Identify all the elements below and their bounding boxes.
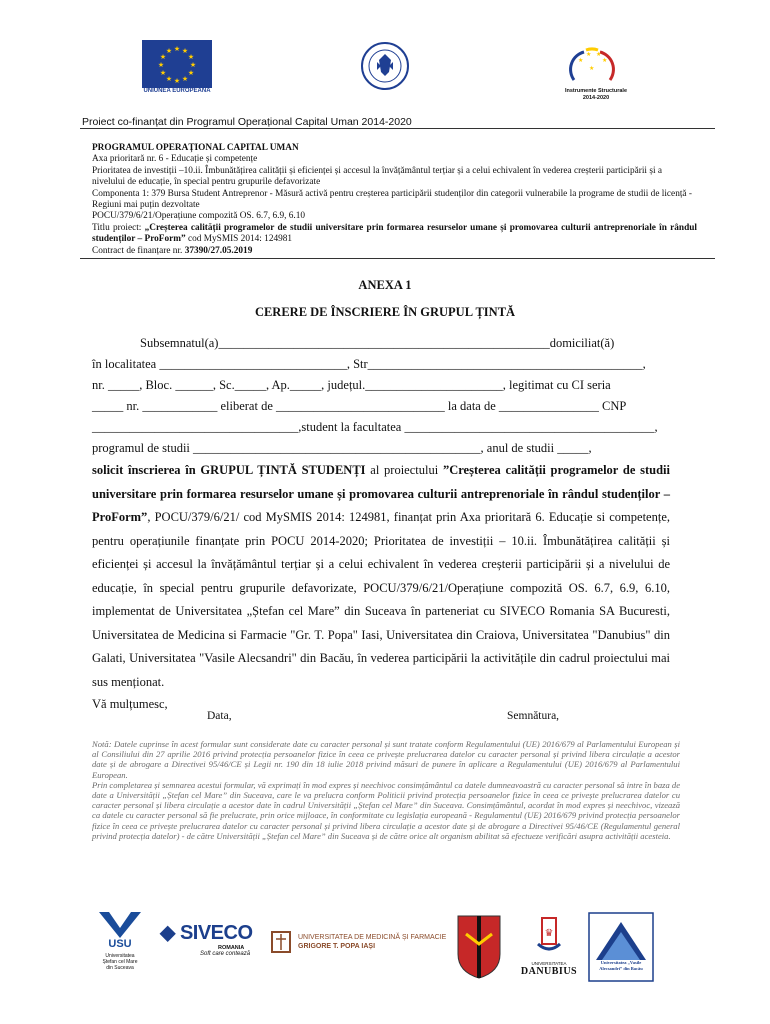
svg-text:★: ★ — [159, 69, 167, 77]
svg-text:★: ★ — [586, 51, 592, 58]
svg-text:★: ★ — [165, 47, 173, 55]
vasile-alecsandri-logo — [588, 912, 654, 982]
contract-prefix: Contract de finanțare nr. — [92, 245, 185, 256]
form-line-faculty: _________________________________,student la facultatea ________________________________________, — [92, 420, 658, 434]
craiova-crest-logo — [456, 914, 502, 980]
program-component: Componenta 1: 379 Bursa Student Antreprenor - Măsură activă pentru creșterea participării studenților din categorii vulnerabile la programe de studii de licență - Regiuni mai puțin dezvoltate — [92, 188, 692, 211]
svg-text:★: ★ — [173, 77, 181, 85]
form-body — [92, 333, 670, 715]
program-pocu-code: POCU/379/6/21/Operațiune compozită OS. 6.7, 6.9, 6.10 — [92, 211, 306, 222]
siveco-country: ROMANIA — [218, 945, 245, 951]
form-line-locality: în localitatea ______________________________, Str____________________________________________, — [92, 357, 646, 371]
svg-text:★: ★ — [602, 57, 608, 64]
svg-text:★: ★ — [189, 61, 197, 69]
siveco-logo — [160, 920, 260, 992]
svg-text:★: ★ — [578, 57, 584, 64]
svg-text:★: ★ — [187, 53, 195, 61]
program-info-block — [92, 143, 697, 257]
project-title: „Creșterea calității programelor de studii universitare prin formarea resurselor umane și promovarea culturii antreprenoriale în rândul studenților – ProForm” — [92, 222, 697, 245]
form-line-name: Subsemnatul(a)_____________________________________________________domiciliat(ă) — [140, 336, 615, 350]
usv-caption-2: Ștefan cel Mare — [102, 959, 138, 965]
svg-text:★: ★ — [181, 47, 189, 55]
gdpr-note-p1: Notă: Datele cuprinse în acest formular sunt considerate date cu caracter personal și sunt tratate conform Regulamentului (UE) 2016/679 al Parlamentului European și al Consiliului din 27 aprilie 2016 privind protecția persoanelor fizice în ceea ce privește prelucrarea datelor cu caracter personal și privind libera circulație a acestor date și de abrogare a Directivei 95/46/CE și Legii nr. 190 din 18 iulie 2018 privind măsuri de punere în aplicare a Regulamentului (UE) 2016/679 al Parlamentului European. — [92, 739, 680, 780]
form-line-address: nr. _____, Bloc. ______, Sc._____, Ap._____, județul.______________________, legitimat cu CI seria — [92, 378, 611, 392]
vasile-alecsandri-caption: Universitatea „Vasile Alecsandri” din Bacău — [599, 960, 643, 971]
government-seal-logo — [361, 42, 409, 90]
header-divider — [80, 128, 715, 129]
svg-text:★: ★ — [589, 65, 595, 72]
form-line-id: _____ nr. ____________ eliberat de ___________________________ la data de ________________ CNP — [92, 399, 627, 413]
svg-text:★: ★ — [181, 75, 189, 83]
gdpr-note-p2: Prin completarea și semnarea acestui formular, vă exprimați în mod expres și neechivoc consimțământul ca datele dumneavoastră cu caracter personal să intre în baza de date a Universității „Ștefan cel Mare” din Suceava, care le va prelucra conform Politicii privind protecția persoanelor fizice în ceea ce privește prelucrarea datelor cu caracter personal și libera circulație a acestor date în cadrul Universității „Ștefan cel Mare” din Suceava. Consimțământul, acordat în mod expres și neechivoc, vizează ca datele cu caracter personal să fie prelucrate, prin orice mijloace, în conformitate cu legislația europeană - Regulamentul (UE) 2016/679 privind protecția persoanelor fizice în ceea ce privește prelucrarea datelor cu caracter personal și privind libera circulație a acestor date și de abrogare a Directivei 95/46/CE (Regulamentul general privind protecția datelor) - de către Universității „Ștefan cel Mare” din Suceava și de către orice alt organism abilitat să efectueze verificări asupra activității acesteia. — [92, 779, 681, 841]
form-title: CERERE DE ÎNSCRIERE ÎN GRUPUL ȚINTĂ — [254, 305, 516, 319]
contract-number: 37390/27.05.2019 — [184, 245, 253, 256]
siveco-mark-icon: ◆ — [160, 922, 180, 944]
svg-text:★: ★ — [596, 51, 602, 58]
is-caption-line2: 2014-2020 — [582, 95, 610, 101]
request-rest: , POCU/379/6/21/ cod MySMIS 2014: 124981, finanțat prin Axa prioritară 6. Educație si competențe, pentru operațiunile finanțate prin POCU 2014-2020; Prioritatea de investiții – 10.ii. Îmbunătățirea calității și eficienței și accesul la învățământul terțiar și a celui echivalent în vederea creșterii participării și a nivelului de educație, în special pentru grupurile defavorizate, POCU/379/6/21/Operațiune compozită OS. 6.7, 6.9, 6.10, implementat de Universitatea „Ștefan cel Mare” din Suceava în parteneriat cu SIVECO Romania SA Bucuresti, Universitatea de Medicina si Farmacie "Gr. T. Popa" Iasi, Universitatea din Craiova, Universitatea "Danubius" din Galati, Universitatea "Vasile Alecsandri" din Bacău, în vederea participării la activitățile din cadrul proiectului mai sus menționat. — [92, 510, 670, 689]
project-title-line — [92, 223, 697, 246]
svg-text:★: ★ — [173, 45, 181, 53]
date-label: Data, — [207, 710, 232, 722]
usv-caption-3: din Suceava — [106, 965, 134, 971]
danubius-sub: UNIVERSITATEA — [531, 961, 567, 966]
svg-text:♛: ♛ — [544, 928, 554, 939]
program-title: PROGRAMUL OPERAȚIONAL CAPITAL UMAN — [92, 143, 299, 153]
umf-emblem-icon — [270, 930, 292, 954]
program-divider — [80, 258, 715, 259]
gdpr-note — [92, 739, 680, 841]
program-axis: Axa prioritară nr. 6 - Educație și competențe — [92, 154, 258, 165]
svg-text:★: ★ — [159, 53, 167, 61]
danubius-name: DANUBIUS — [520, 966, 578, 977]
umf-line2: GRIGORE T. POPA IAȘI — [298, 943, 376, 950]
siveco-tagline: Soft care contează — [200, 951, 251, 957]
thanks-line: Vă mulțumesc, — [92, 697, 168, 711]
svg-text:★: ★ — [165, 75, 173, 83]
svg-text:★: ★ — [157, 61, 165, 69]
umf-line1: UNIVERSITATEA DE MEDICINĂ ȘI FARMACIE — [298, 934, 447, 941]
request-bold: solicit înscrierea în GRUPUL ȚINTĂ STUDENȚI — [92, 463, 366, 477]
structural-instruments-caption — [560, 88, 632, 102]
usv-caption-1: Universitatea — [105, 953, 135, 959]
is-caption-line1: Instrumente Structurale — [564, 88, 628, 94]
usv-logo — [92, 908, 148, 980]
eu-flag-logo — [142, 40, 212, 88]
contract-line — [92, 246, 697, 257]
annex-heading: ANEXA 1 — [358, 278, 412, 292]
request-mid: al proiectului — [365, 463, 443, 477]
structural-instruments-logo — [564, 40, 618, 90]
request-project-title: ”Creșterea calității programelor de studii universitare prin formarea resurselor umane și promovarea culturii antreprenoriale în rândul studenților – ProForm” — [92, 463, 671, 524]
siveco-name: SIVECO — [179, 922, 253, 944]
danubius-logo — [516, 914, 582, 986]
signature-label: Semnătura, — [507, 710, 560, 722]
project-title-prefix: Titlu proiect: — [92, 222, 145, 233]
program-priority: Prioritatea de investiții –10.ii. Îmbunătățirea calității și eficienței și accesul la învățământul terțiar și a celui echivalent în vederea creșterii participării și a nivelului de educație, în special pentru grupurile defavorizate — [92, 165, 662, 188]
eu-caption: UNIUNEA EUROPEANĂ — [143, 88, 211, 94]
form-line-program: programul de studii ______________________________________________, anul de studii _____, — [92, 441, 592, 455]
form-request-paragraph — [92, 459, 670, 694]
svg-text:USU: USU — [108, 938, 132, 948]
umf-logo — [270, 930, 450, 1002]
svg-text:★: ★ — [187, 69, 195, 77]
project-cofinancing-line: Proiect co-finanțat din Programul Operațional Capital Uman 2014-2020 — [82, 116, 412, 128]
project-title-suffix: cod MySMIS 2014: 124981 — [185, 234, 293, 245]
